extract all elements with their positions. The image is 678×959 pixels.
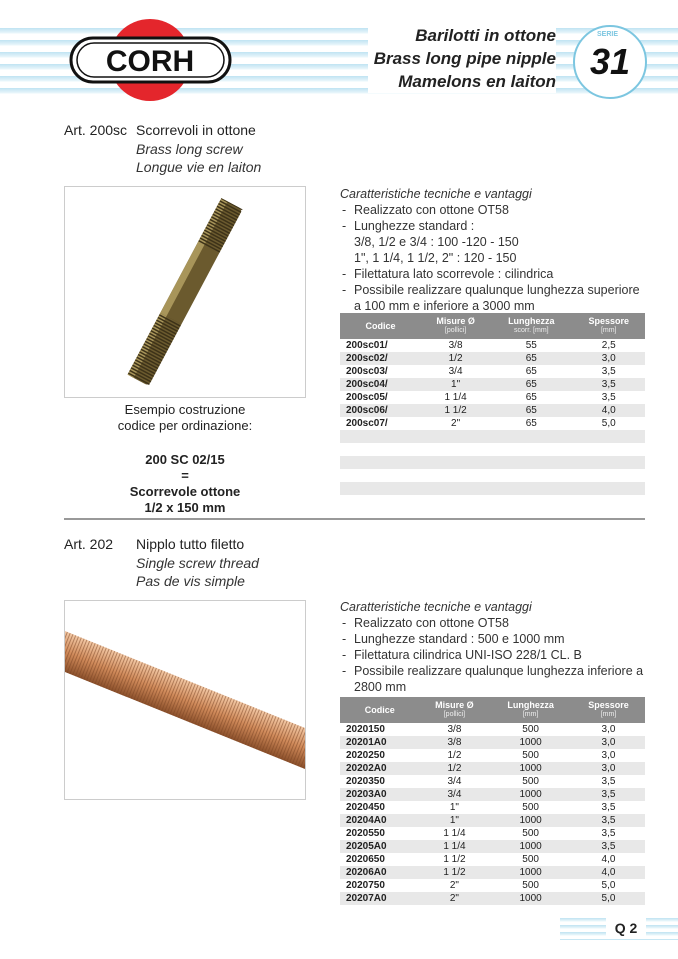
table-cell: 20202A0 xyxy=(340,762,420,775)
table-cell: 4,0 xyxy=(572,404,645,417)
table-cell: 1" xyxy=(449,802,459,813)
table-cell: 3/8 xyxy=(420,736,490,749)
art-subtitle-fr: Longue vie en laiton xyxy=(136,159,262,175)
svg-text:CORH: CORH xyxy=(105,45,195,78)
table-cell: 2" xyxy=(449,880,459,891)
table-cell: 200sc03/ xyxy=(346,366,388,377)
empty-row xyxy=(340,482,645,495)
table-cell: 20203A0 xyxy=(340,788,420,801)
table-cell: 1/2 xyxy=(421,352,490,365)
table-cell: 1000 xyxy=(489,892,572,905)
series-number: 31 xyxy=(589,41,631,82)
table-cell: 2" xyxy=(420,892,490,905)
table-cell: 1 1/2 xyxy=(421,404,490,417)
table-row xyxy=(340,749,645,762)
table-cell: 200sc06/ xyxy=(340,404,421,417)
feature-item: - Lunghezze standard : 3/8, 1/2 e 3/4 : 100 -120 - 150 1", 1 1/4, 1 1/2, 2" : 120 - 150 xyxy=(340,218,650,266)
order-example xyxy=(64,402,306,516)
feature-item: - Possibile realizzare qualunque lunghezza inferiore a 2800 mm xyxy=(340,663,650,695)
table-cell: 3,5 xyxy=(572,840,645,853)
art-name: Nipplo tutto filetto xyxy=(136,536,245,552)
art-subtitle-fr: Pas de vis simple xyxy=(136,573,245,589)
table-cell: 65 xyxy=(525,366,537,377)
features-title: Caratteristiche tecniche e vantaggi xyxy=(340,600,532,614)
table-row xyxy=(340,840,645,853)
table-row xyxy=(340,853,645,866)
series-seal xyxy=(573,25,647,99)
table-cell: 4,0 xyxy=(601,854,616,865)
table-cell: 1" xyxy=(421,378,490,391)
table-cell: 3,0 xyxy=(601,724,616,735)
column-header: Misure Ø [pollici] xyxy=(421,313,490,339)
table-cell: 500 xyxy=(522,724,539,735)
table-cell: 500 xyxy=(522,750,539,761)
table-cell: 3,5 xyxy=(601,828,616,839)
table-cell: 20207A0 xyxy=(340,892,420,905)
feature-item: - Possibile realizzare qualunque lunghezza superiore a 100 mm e inferiore a 3000 mm xyxy=(340,282,650,314)
table-cell: 1 1/4 xyxy=(444,392,467,403)
table-row xyxy=(340,788,645,801)
table-cell: 20206A0 xyxy=(340,866,420,879)
column-header: Spessore [mm] xyxy=(572,313,645,339)
table-cell: 1 1/2 xyxy=(420,866,490,879)
table-cell: 3,5 xyxy=(572,788,645,801)
art-code: Art. 200sc xyxy=(64,122,128,138)
table-cell: 2020250 xyxy=(346,750,385,761)
table-cell: 1000 xyxy=(489,866,572,879)
features-2 xyxy=(340,599,650,695)
table-cell: 2020450 xyxy=(346,802,385,813)
table-cell: 3,5 xyxy=(601,366,616,377)
table-cell: 2020750 xyxy=(346,880,385,891)
table-row xyxy=(340,801,645,814)
table-cell: 1000 xyxy=(489,762,572,775)
table-cell: 3,5 xyxy=(601,776,616,787)
column-header: Misure Ø [pollici] xyxy=(420,697,490,723)
table-cell: 2020150 xyxy=(346,724,385,735)
corh-logo xyxy=(68,18,233,102)
column-header: Codice xyxy=(340,697,420,723)
table-cell: 2020350 xyxy=(346,776,385,787)
title-it: Barilotti in ottone xyxy=(415,26,556,45)
length-line: 1", 1 1/4, 1 1/2, 2" : 120 - 150 xyxy=(354,251,517,265)
table-row xyxy=(340,417,645,430)
table-row xyxy=(340,352,645,365)
table-row xyxy=(340,391,645,404)
table-cell: 3,0 xyxy=(572,762,645,775)
feature-item: - Realizzato con ottone OT58 xyxy=(340,202,650,218)
table-cell: 3,5 xyxy=(601,392,616,403)
table-cell: 3,0 xyxy=(572,736,645,749)
table-row xyxy=(340,404,645,417)
table-cell: 1000 xyxy=(489,788,572,801)
table-cell: 1" xyxy=(420,814,490,827)
product-image xyxy=(64,600,306,800)
table-cell: 5,0 xyxy=(601,418,616,429)
example-line: Esempio costruzione xyxy=(124,402,246,417)
table-cell: 500 xyxy=(522,880,539,891)
table-row xyxy=(340,879,645,892)
page-number: Q 2 xyxy=(606,918,646,938)
table-cell: 3/8 xyxy=(448,340,463,351)
table-cell: 1000 xyxy=(489,814,572,827)
table-cell: 3,0 xyxy=(572,352,645,365)
table-cell: 200sc01/ xyxy=(346,340,388,351)
table-cell: 500 xyxy=(522,828,539,839)
table-row xyxy=(340,378,645,391)
table-cell: 1/2 xyxy=(420,762,490,775)
table-row xyxy=(340,866,645,879)
table-cell: 20201A0 xyxy=(340,736,420,749)
table-cell: 200sc04/ xyxy=(340,378,421,391)
table-cell: 1 1/2 xyxy=(443,854,466,865)
table-row xyxy=(340,892,645,905)
table-cell: 3,5 xyxy=(572,378,645,391)
table-cell: 1/2 xyxy=(447,750,462,761)
art-code: Art. 202 xyxy=(64,536,114,552)
column-header: Codice xyxy=(340,313,421,339)
spec-table-1 xyxy=(340,313,645,495)
table-cell: 2,5 xyxy=(601,340,616,351)
example-line: codice per ordinazione: xyxy=(117,418,253,433)
table-row xyxy=(340,827,645,840)
table-cell: 55 xyxy=(525,340,537,351)
features-1 xyxy=(340,186,650,314)
column-header: Lunghezza scorr. [mm] xyxy=(490,313,572,339)
table-cell: 65 xyxy=(490,404,572,417)
table-cell: 3,0 xyxy=(601,750,616,761)
table-row xyxy=(340,723,645,736)
title-fr: Mamelons en laiton xyxy=(398,72,556,91)
feature-item: - Realizzato con ottone OT58 xyxy=(340,615,650,631)
table-cell: 2020650 xyxy=(346,854,385,865)
table-cell: 1 1/4 xyxy=(443,828,466,839)
table-cell: 200sc05/ xyxy=(346,392,388,403)
example-code: 200 SC 02/15 xyxy=(145,452,225,467)
table-cell: 200sc02/ xyxy=(340,352,421,365)
features-title: Caratteristiche tecniche e vantaggi xyxy=(340,187,532,201)
art-name: Scorrevoli in ottone xyxy=(136,122,256,138)
table-row xyxy=(340,339,645,352)
example-equals: = xyxy=(181,468,189,483)
table-row xyxy=(340,736,645,749)
table-cell: 2020550 xyxy=(346,828,385,839)
table-cell: 500 xyxy=(522,802,539,813)
table-cell: 65 xyxy=(490,352,572,365)
table-cell: 65 xyxy=(490,378,572,391)
series-label: SERIE xyxy=(597,31,619,38)
spec-table-2 xyxy=(340,697,645,905)
table-cell: 500 xyxy=(522,776,539,787)
table-cell: 65 xyxy=(525,418,537,429)
title-en: Brass long pipe nipple xyxy=(373,49,556,68)
feature-item: - Filettatura lato scorrevole : cilindrica xyxy=(340,266,650,282)
table-cell: 500 xyxy=(522,854,539,865)
empty-row xyxy=(340,443,645,456)
table-row xyxy=(340,762,645,775)
table-cell: 3,5 xyxy=(572,814,645,827)
page-titles xyxy=(368,24,556,93)
feature-item: - Lunghezze standard : 500 e 1000 mm xyxy=(340,631,650,647)
empty-row xyxy=(340,430,645,443)
example-desc: 1/2 x 150 mm xyxy=(144,500,226,515)
table-cell: 1000 xyxy=(489,736,572,749)
table-cell: 3/4 xyxy=(448,366,463,377)
table-cell: 65 xyxy=(525,392,537,403)
empty-row xyxy=(340,456,645,469)
table-cell: 3/4 xyxy=(420,788,490,801)
table-row xyxy=(340,775,645,788)
example-desc: Scorrevole ottone xyxy=(129,484,241,499)
table-row xyxy=(340,365,645,378)
length-line: 3/8, 1/2 e 3/4 : 100 -120 - 150 xyxy=(354,235,519,249)
empty-row xyxy=(340,469,645,482)
table-row xyxy=(340,814,645,827)
section-divider xyxy=(64,518,645,520)
product-image xyxy=(64,186,306,398)
column-header: Lunghezza [mm] xyxy=(489,697,572,723)
table-cell: 3/4 xyxy=(447,776,462,787)
table-cell: 4,0 xyxy=(572,866,645,879)
table-cell: 3,5 xyxy=(601,802,616,813)
table-cell: 20205A0 xyxy=(340,840,420,853)
table-cell: 1 1/4 xyxy=(420,840,490,853)
column-header: Spessore [mm] xyxy=(572,697,645,723)
table-cell: 200sc07/ xyxy=(346,418,388,429)
art-subtitle-en: Single screw thread xyxy=(136,555,259,571)
table-cell: 20204A0 xyxy=(340,814,420,827)
feature-item: - Filettatura cilindrica UNI-ISO 228/1 CL. B xyxy=(340,647,650,663)
art-subtitle-en: Brass long screw xyxy=(136,141,243,157)
table-cell: 1000 xyxy=(489,840,572,853)
table-cell: 5,0 xyxy=(572,892,645,905)
table-cell: 3/8 xyxy=(447,724,462,735)
table-cell: 5,0 xyxy=(601,880,616,891)
table-cell: 2" xyxy=(451,418,461,429)
